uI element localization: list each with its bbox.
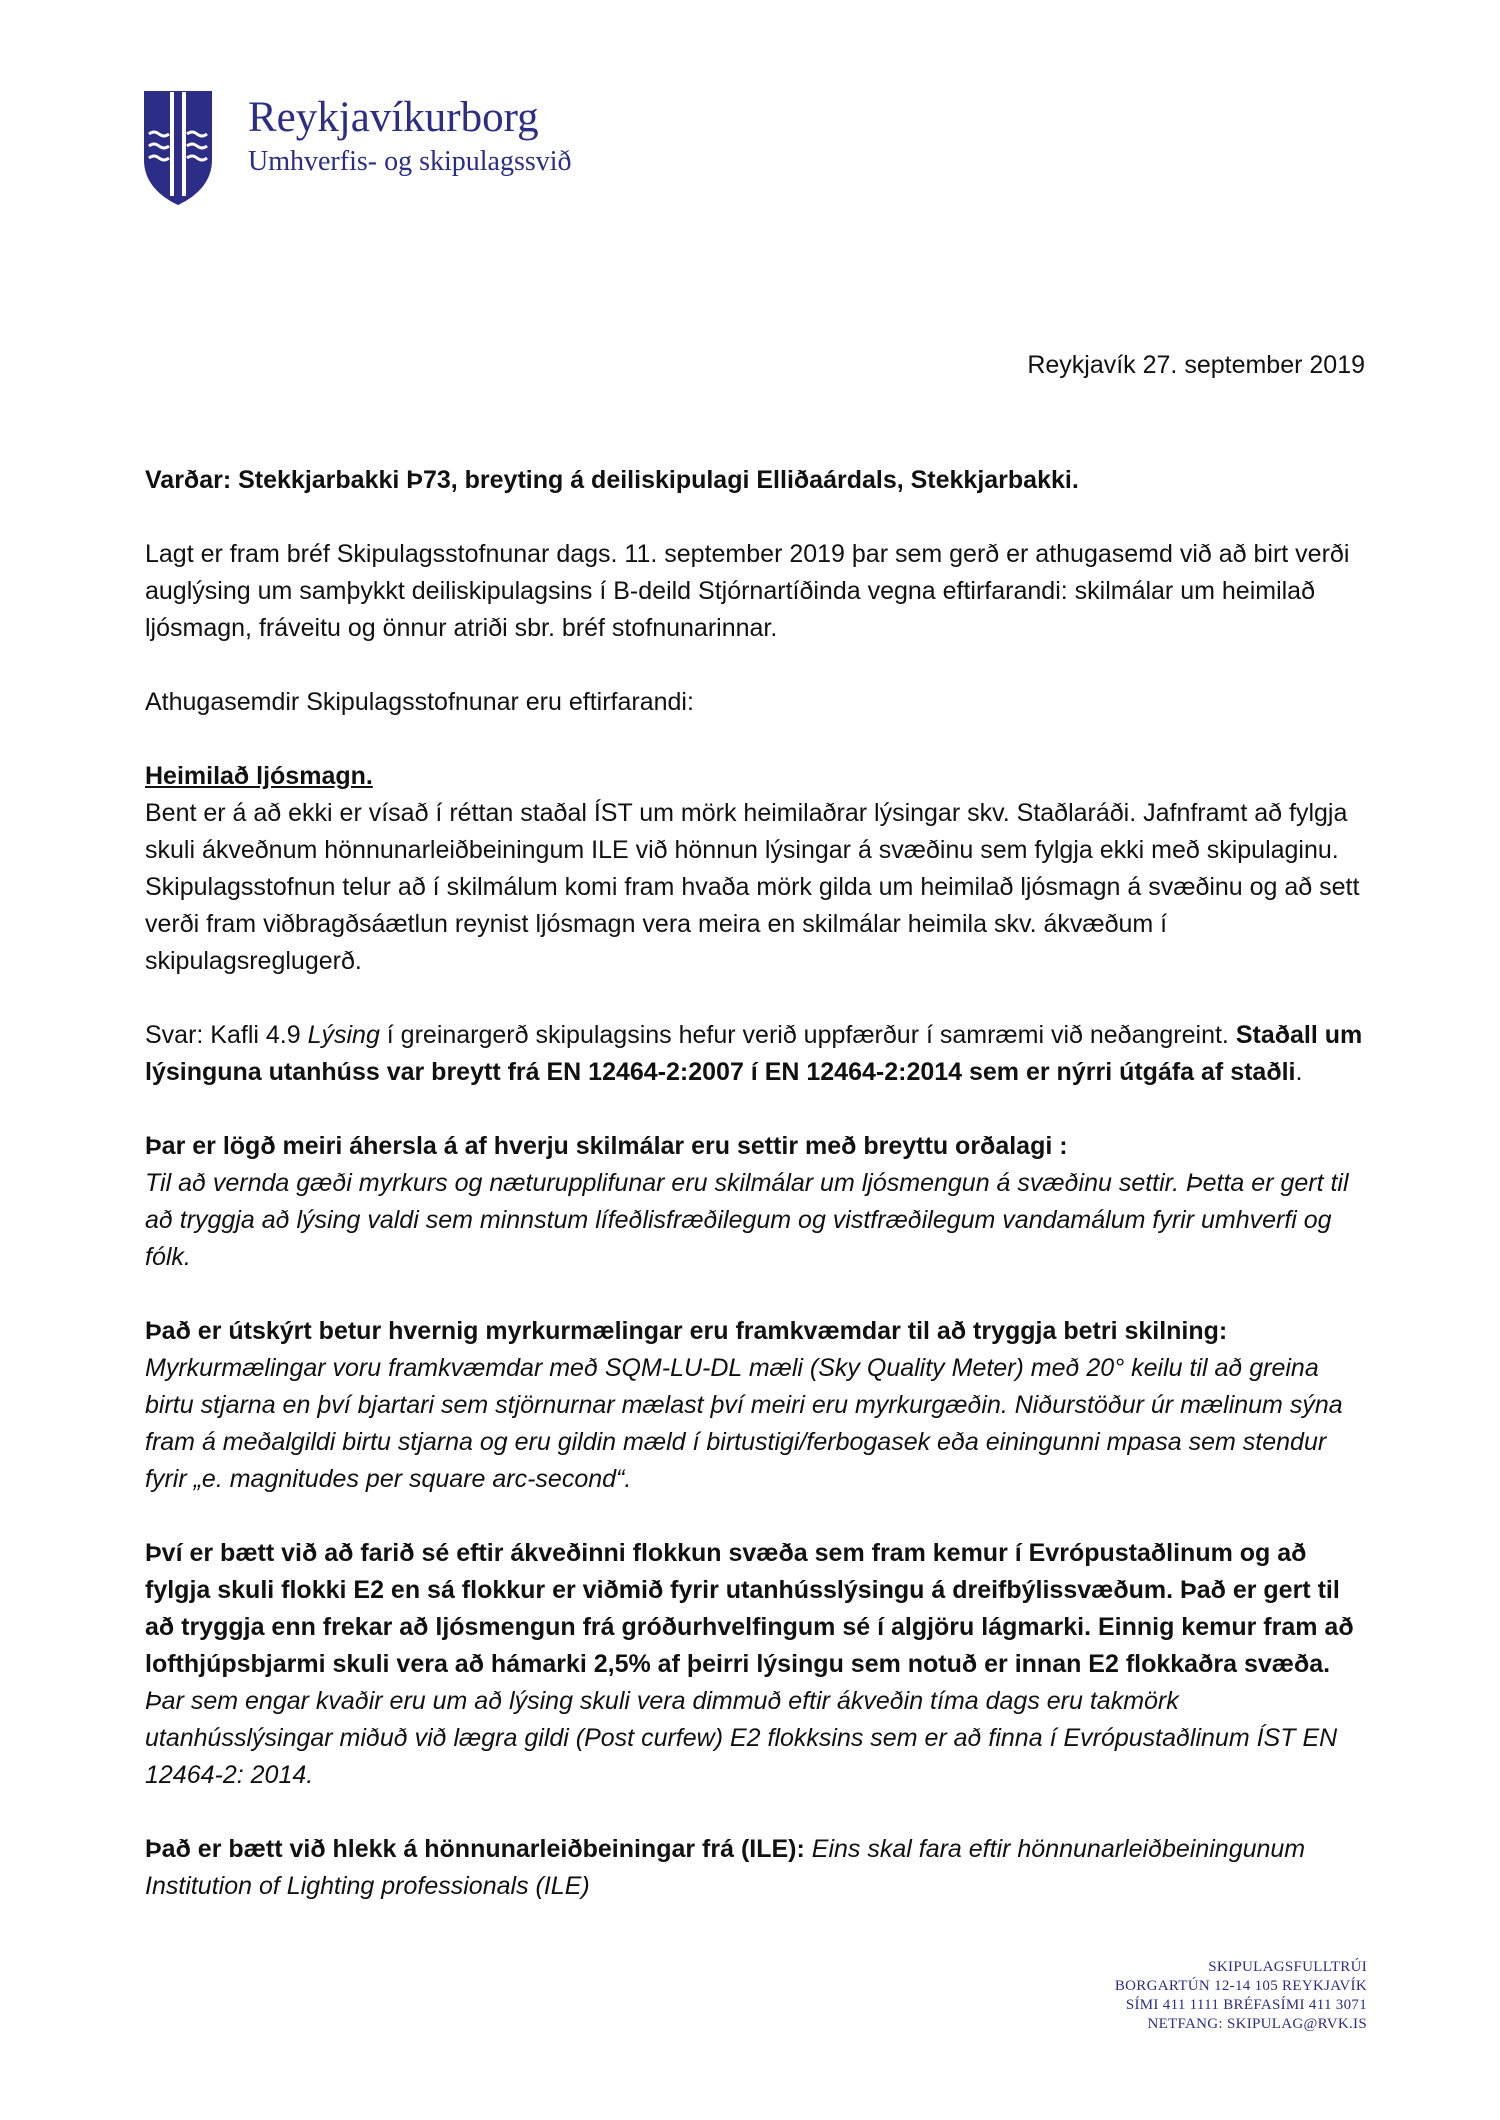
point-1-bold: Þar er lögð meiri áhersla á af hverju skilmálar eru settir með breyttu orðalagi : xyxy=(145,1132,1068,1160)
point-3-bold: Því er bætt við að farið sé eftir ákveðinni flokkun svæða sem fram kemur í Evrópustaðlinum og að fylgja skuli flokki E2 en sá flokkur er viðmið fyrir utanhússlýsingu á dreifbýlissvæðum. Það er gert til að tryggja enn frekar að ljósmengun frá gróðurhvelfingum sé í algjöru lágmarki. Einnig kemur fram að lofthjúpsbjarmi skuli vera að hámarki 2,5% af þeirri lýsingu sem notuð er innan E2 flokkaðra svæða. xyxy=(145,1539,1354,1678)
answer-italic-word: Lýsing xyxy=(307,1021,380,1049)
footer-contact xyxy=(1115,1958,1367,2034)
section-heading-text: Heimilað ljósmagn. xyxy=(145,762,373,790)
reykjavik-coat-of-arms-icon xyxy=(143,90,213,206)
point-1 xyxy=(145,1128,1365,1276)
answer-prefix: Svar: Kafli 4.9 xyxy=(145,1021,308,1049)
answer-rest: í greinargerð skipulagsins hefur verið uppfærður í samræmi við neðangreint. xyxy=(379,1021,1229,1049)
section-heading xyxy=(145,758,1365,795)
intro-paragraph: Lagt er fram bréf Skipulagsstofnunar dags. 11. september 2019 þar sem gerð er athugasemd við að birt verði auglýsing um samþykkt deiliskipulagsins í B-deild Stjórnartíðinda vegna eftirfarandi: skilmálar um heimilað ljósmagn, fráveitu og önnur atriði sbr. bréf stofnunarinnar. xyxy=(145,540,1350,642)
point-3-italic: Þar sem engar kvaðir eru um að lýsing skuli vera dimmuð eftir ákveðin tíma dags eru takmörk utanhússlýsingar miðuð við lægra gildi (Post curfew) E2 flokksins sem er að finna í Evrópustaðlinum ÍST EN 12464-2: 2014. xyxy=(145,1687,1338,1789)
point-2 xyxy=(145,1313,1365,1498)
letter-date: Reykjavík 27. september 2019 xyxy=(1027,351,1365,379)
point-3 xyxy=(145,1535,1365,1794)
point-1-italic: Til að vernda gæði myrkurs og næturupplifunar eru skilmálar um ljósmengun á svæðinu settir. Þetta er gert til að tryggja að lýsing valdi sem minnstum lífeðlisfræðilegum og vistfræðilegum vandamálum fyrir umhverfi og fólk. xyxy=(145,1169,1349,1271)
answer-paragraph xyxy=(145,1017,1365,1091)
organization-name: Reykjavíkurborg xyxy=(248,94,539,141)
footer-phone: SÍMI 411 1111 BRÉFASÍMI 411 3071 xyxy=(1125,1997,1367,2013)
point-4-italic: Eins skal fara eftir hönnunarleiðbeiningunum Institution of Lighting professionals (ILE) xyxy=(145,1835,1306,1900)
point-2-bold: Það er útskýrt betur hvernig myrkurmælingar eru framkvæmdar til að tryggja betri skilning: xyxy=(145,1317,1228,1345)
point-4 xyxy=(145,1831,1365,1905)
footer-email: NETFANG: SKIPULAG@RVK.IS xyxy=(1147,2016,1367,2032)
answer-bold: Staðall um lýsinguna utanhúss var breytt frá EN 12464-2:2007 í EN 12464-2:2014 sem er nýrri útgáfa af staðli xyxy=(145,1021,1363,1086)
remarks-intro: Athugasemdir Skipulagsstofnunar eru eftirfarandi: xyxy=(145,688,694,716)
subject-line: Varðar: Stekkjarbakki Þ73, breyting á deiliskipulagi Elliðaárdals, Stekkjarbakki. xyxy=(145,466,1079,494)
section-text: Bent er á að ekki er vísað í réttan staðal ÍST um mörk heimilaðrar lýsingar skv. Staðlaráði. Jafnframt að fylgja skuli ákveðnum hönnunarleiðbeiningum ILE við hönnun lýsingar á svæðinu sem fylgja ekki með skipulaginu. Skipulagsstofnun telur að í skilmálum komi fram hvaða mörk gilda um heimilað ljósmagn á svæðinu og að sett verði fram viðbragðsáætlun reynist ljósmagn vera meira en skilmálar heimila skv. ákvæðum í skipulagsreglugerð. xyxy=(145,799,1360,975)
answer-end: . xyxy=(1295,1058,1303,1086)
point-2-italic: Myrkurmælingar voru framkvæmdar með SQM-LU-DL mæli (Sky Quality Meter) með 20° keilu til að greina birtu stjarna en því bjartari sem stjörnurnar mælast því meiri eru myrkurgæðin. Niðurstöður úr mælinum sýna fram á meðalgildi birtu stjarna og eru gildin mæld í birtustigi/ferbogasek eða einingunni mpasa sem stendur fyrir „e. magnitudes per square arc-second“. xyxy=(145,1354,1343,1493)
letterhead xyxy=(143,90,843,210)
department-name: Umhverfis- og skipulagssvið xyxy=(248,146,572,177)
letter-body xyxy=(145,462,1365,1905)
footer-address: BORGARTÚN 12-14 105 REYKJAVÍK xyxy=(1114,1978,1367,1994)
point-4-bold: Það er bætt við hlekk á hönnunarleiðbeiningar frá (ILE): xyxy=(145,1835,805,1863)
footer-office: SKIPULAGSFULLTRÚI xyxy=(1208,1959,1367,1975)
